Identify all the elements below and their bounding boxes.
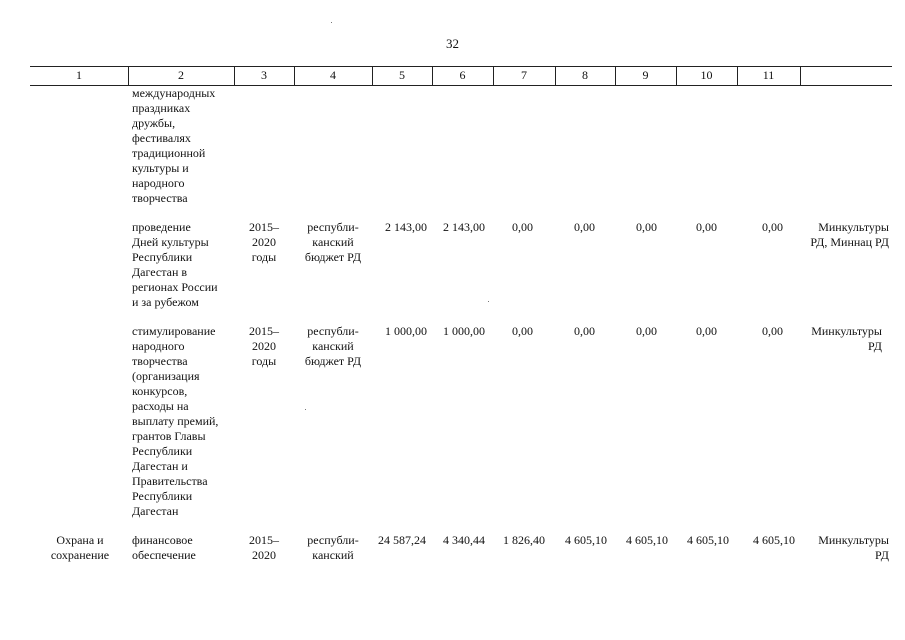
row-3-period: 2015– 2020 [249,533,279,562]
row-2-year-2019: 0,00 [696,324,717,338]
row-1-year-2020: 0,00 [762,220,783,234]
scan-speck [331,22,332,23]
row-3-source: республи- канский [307,533,359,562]
header-col-9: 9 [642,68,649,82]
header-col-10: 10 [700,68,713,82]
row-2-executor: Минкультуры РД [811,324,882,353]
header-col-6: 6 [459,68,466,82]
row-2-year-2017: 0,00 [574,324,595,338]
row-3-year-2017: 4 605,10 [565,533,607,547]
row-1-total: 2 143,00 [385,220,427,234]
header-col-11: 11 [762,68,775,82]
row-3-total: 24 587,24 [378,533,426,547]
header-col-4: 4 [330,68,336,82]
row-2-total: 1 000,00 [385,324,427,338]
row-2-year-2020: 0,00 [762,324,783,338]
row-2-year-2016: 0,00 [512,324,533,338]
row-2-year-2018: 0,00 [636,324,657,338]
header-col-2: 2 [178,68,184,82]
row-2-period: 2015– 2020 годы [249,324,279,368]
row-1-period: 2015– 2020 годы [249,220,279,264]
scan-speck [488,301,489,302]
row-1-year-2017: 0,00 [574,220,595,234]
row-3-year-2016: 1 826,40 [503,533,545,547]
header-col-8: 8 [582,68,588,82]
header-col-3: 3 [261,68,267,82]
row-3-year-2019: 4 605,10 [687,533,729,547]
row-3-year-2015: 4 340,44 [443,533,485,547]
row-1-year-2019: 0,00 [696,220,717,234]
row-3-description: финансовое обеспечение [132,533,196,562]
row-1-year-2016: 0,00 [512,220,533,234]
row-3-subprogram: Охрана и сохранение [50,533,110,562]
row-3-year-2020: 4 605,10 [753,533,795,547]
row-1-year-2018: 0,00 [636,220,657,234]
page-number: 32 [446,36,459,51]
row-1-year-2015: 2 143,00 [443,220,485,234]
row-2-source: республи- канский бюджет РД [304,324,362,368]
row-1-description: проведение Дней культуры Республики Дагестан в регионах России и за рубежом [132,220,218,309]
row-2-description: стимулирование народного творчества (организация конкурсов, расходы на выплату премий, грантов Главы Республики Дагестан и Правительства Республики Дагестан [132,324,219,518]
header-col-12 [800,66,892,85]
row-3-year-2018: 4 605,10 [626,533,668,547]
row-1-executor: Минкультуры РД, Миннац РД [810,220,889,249]
row-2-year-2015: 1 000,00 [443,324,485,338]
header-col-5: 5 [399,68,405,82]
row-0-description: международных праздниках дружбы, фестивалях традиционной культуры и народного творчества [132,86,216,205]
row-3-executor: Минкультуры РД [818,533,889,562]
header-col-1: 1 [76,68,82,82]
row-1-source: республи- канский бюджет РД [304,220,362,264]
header-col-7: 7 [521,68,527,82]
scan-speck [305,409,306,410]
